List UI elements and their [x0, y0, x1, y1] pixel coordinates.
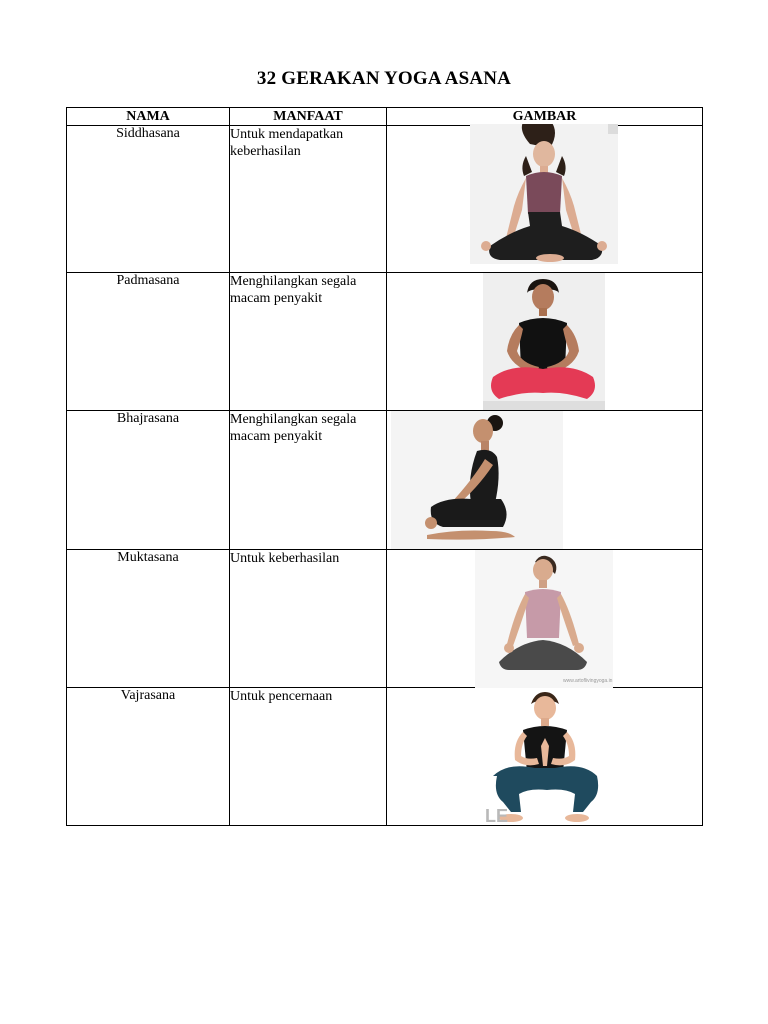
- pose-image-cell: [387, 411, 703, 550]
- pose-benefit: Untuk pencernaan: [230, 688, 387, 826]
- crosslegged-pose-woman-photo: [475, 550, 613, 688]
- table-row: [67, 411, 703, 550]
- pose-benefit: Untuk keberhasilan: [230, 550, 387, 688]
- lotus-pose-woman-photo: [483, 273, 605, 410]
- header-name: NAMA: [67, 108, 230, 126]
- pose-benefit: Untuk mendapatkan keberhasilan: [230, 126, 387, 273]
- pose-name: Padmasana: [67, 273, 230, 411]
- photo-watermark: LE: [485, 806, 509, 825]
- page-title: 32 GERAKAN YOGA ASANA: [256, 68, 512, 89]
- squat-prayer-pose-woman-photo: [485, 688, 603, 825]
- table-row: [67, 273, 703, 411]
- pose-image-cell: [387, 273, 703, 411]
- pose-image-cell: [387, 688, 703, 826]
- pose-name: Bhajrasana: [67, 411, 230, 550]
- header-benefit: MANFAAT: [230, 108, 387, 126]
- pose-name: Siddhasana: [67, 126, 230, 273]
- pose-name: Vajrasana: [67, 688, 230, 826]
- table-header-row: [67, 108, 703, 126]
- header-image: GAMBAR: [387, 108, 703, 126]
- pose-image-cell: [387, 126, 703, 273]
- kneeling-pose-woman-photo: [391, 411, 563, 549]
- pose-benefit: Menghilangkan segala macam penyakit: [230, 411, 387, 550]
- photo-watermark: www.artoflivingyoga.in: [563, 678, 613, 684]
- pose-image-cell: [387, 550, 703, 688]
- table-row: [67, 126, 703, 273]
- asana-table: [66, 107, 703, 826]
- pose-name: Muktasana: [67, 550, 230, 688]
- seated-meditation-woman-photo: [470, 124, 618, 264]
- table-row: [67, 688, 703, 826]
- table-row: [67, 550, 703, 688]
- pose-benefit: Menghilangkan segala macam penyakit: [230, 273, 387, 411]
